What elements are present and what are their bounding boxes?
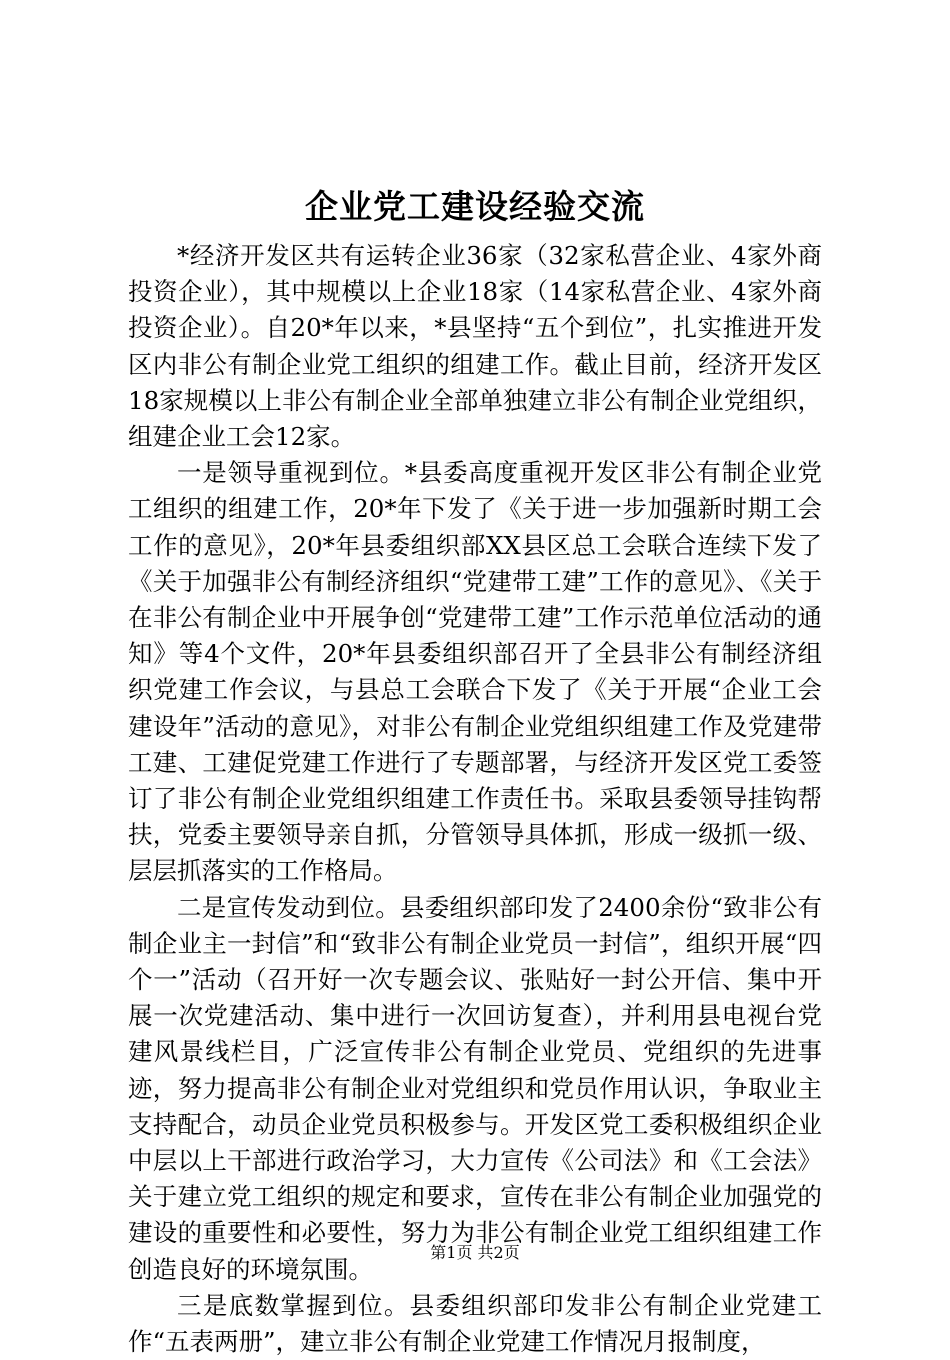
document-body xyxy=(128,238,822,1360)
document-title: 企业党工建设经验交流 xyxy=(305,187,645,226)
paragraph-publicity: 二是宣传发动到位。县委组织部印发了2400余份“致非公有制企业主一封信”和“致非公有制企业党员一封信”，组织开展“四个一”活动（召开好一次专题会议、张贴好一封公开信、集中开展一次党建活动、集中进行一次回访复查），并利用县电视台党建风景线栏目，广泛宣传非公有制企业党员、党组织的先进事迹，努力提高非公有制企业对党组织和党员作用认识，争取业主支持配合，动员企业党员积极参与。开发区党工委积极组织企业中层以上干部进行政治学习，大力宣传《公司法》和《工会法》关于建立党工组织的规定和要求，宣传在非公有制企业加强党的建设的重要性和必要性，努力为非公有制企业党工组织组建工作创造良好的环境氛围。 xyxy=(128,892,822,1284)
paragraph-baseline: 三是底数掌握到位。县委组织部印发非公有制企业党建工作“五表两册”，建立非公有制企业党建工作情况月报制度， xyxy=(128,1290,822,1357)
page-footer: 第1页 共2页 xyxy=(430,1243,520,1262)
paragraph-leadership: 一是领导重视到位。*县委高度重视开发区非公有制企业党工组织的组建工作，20*年下发了《关于进一步加强新时期工会工作的意见》，20*年县委组织部XX县区总工会联合连续下发了《关于加强非公有制经济组织“党建带工建”工作的意见》、《关于在非公有制企业中开展争创“党建带工建”工作示范单位活动的通知》等4个文件，20*年县委组织部召开了全县非公有制经济组织党建工作会议，与县总工会联合下发了《关于开展“企业工会建设年”活动的意见》，对非公有制企业党组织组建工作及党建带工建、工建促党建工作进行了专题部署，与经济开发区党工委签订了非公有制企业党组织组建工作责任书。采取县委领导挂钩帮扶，党委主要领导亲自抓，分管领导具体抓，形成一级抓一级、层层抓落实的工作格局。 xyxy=(128,458,822,886)
paragraph-intro: *经济开发区共有运转企业36家（32家私营企业、4家外商投资企业），其中规模以上企业18家（14家私营企业、4家外商投资企业）。自20*年以来，*县坚持“五个到位”，扎实推进开发区内非公有制企业党工组织的组建工作。截止目前，经济开发区18家规模以上非公有制企业全部单独建立非公有制企业党组织，组建企业工会12家。 xyxy=(128,241,822,452)
